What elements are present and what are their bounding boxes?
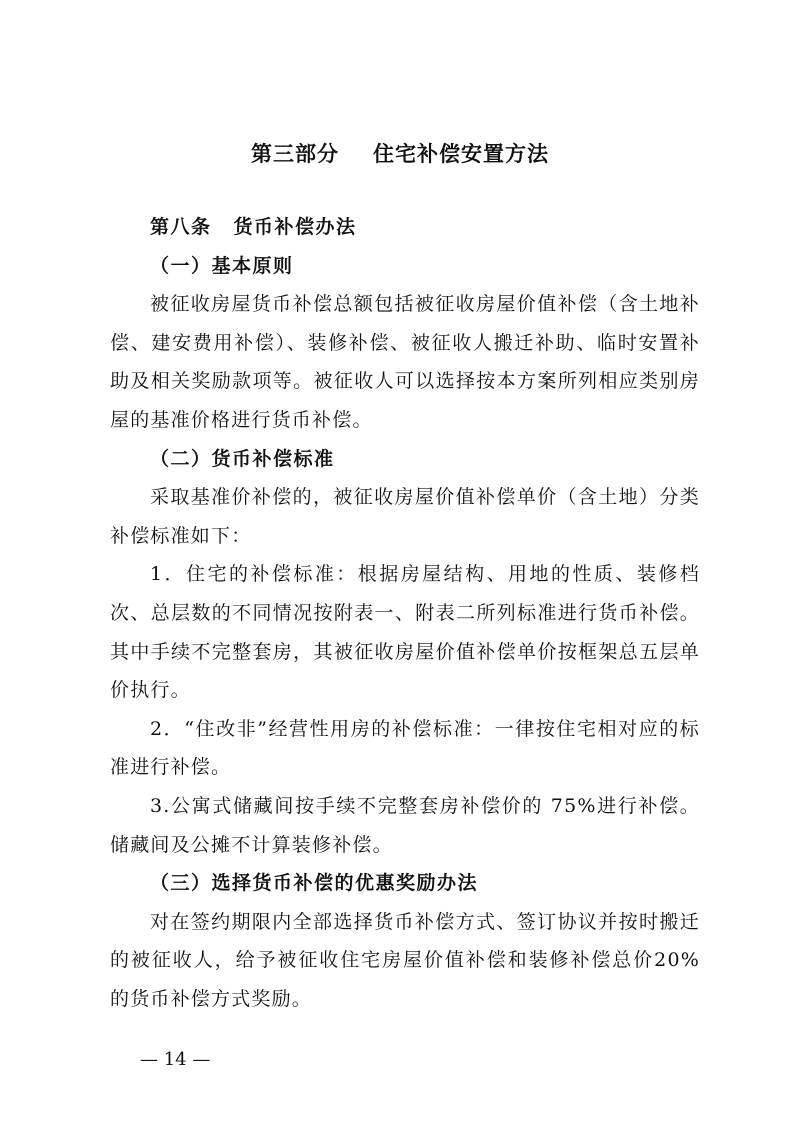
article-heading (110, 208, 700, 247)
part-name: 住宅补偿安置方法 (373, 142, 549, 166)
paragraph: 2．“住改非”经营性用房的补偿标准：一律按住宅相对应的标准进行补偿。 (110, 717, 700, 779)
section-heading-basic-principle: （一）基本原则 (150, 254, 294, 277)
page-number: — 14 — (140, 1049, 211, 1070)
part-title (0, 138, 800, 170)
article-number: 第八条 (150, 216, 212, 238)
document-body (110, 208, 700, 1018)
paragraph: 被征收房屋货币补偿总额包括被征收房屋价值补偿（含土地补偿、建安费用补偿）、装修补偿、被征收人搬迁补助、临时安置补助及相关奖励款项等。被征收人可以选择按本方案所列相应类别房屋的基准价格进行货币补偿。 (110, 293, 700, 431)
part-label: 第三部分 (251, 142, 339, 166)
paragraph: 3.公寓式储藏间按手续不完整套房补偿价的 75%进行补偿。储藏间及公摊不计算装修补偿。 (110, 794, 700, 856)
section-heading-reward-method: （三）选择货币补偿的优惠奖励办法 (150, 872, 479, 895)
paragraph: 采取基准价补偿的，被征收房屋价值补偿单价（含土地）分类补偿标准如下： (110, 486, 700, 547)
article-name: 货币补偿办法 (233, 216, 357, 238)
paragraph: 1．住宅的补偿标准：根据房屋结构、用地的性质、装修档次、总层数的不同情况按附表一、附表二所列标准进行货币补偿。其中手续不完整套房，其被征收房屋价值补偿单价按框架总五层单价执行。 (110, 563, 700, 702)
section-heading-compensation-standard: （二）货币补偿标准 (150, 447, 335, 470)
paragraph: 对在签约期限内全部选择货币补偿方式、签订协议并按时搬迁的被征收人，给予被征收住宅房屋价值补偿和装修补偿总价20%的货币补偿方式奖励。 (110, 910, 700, 1010)
